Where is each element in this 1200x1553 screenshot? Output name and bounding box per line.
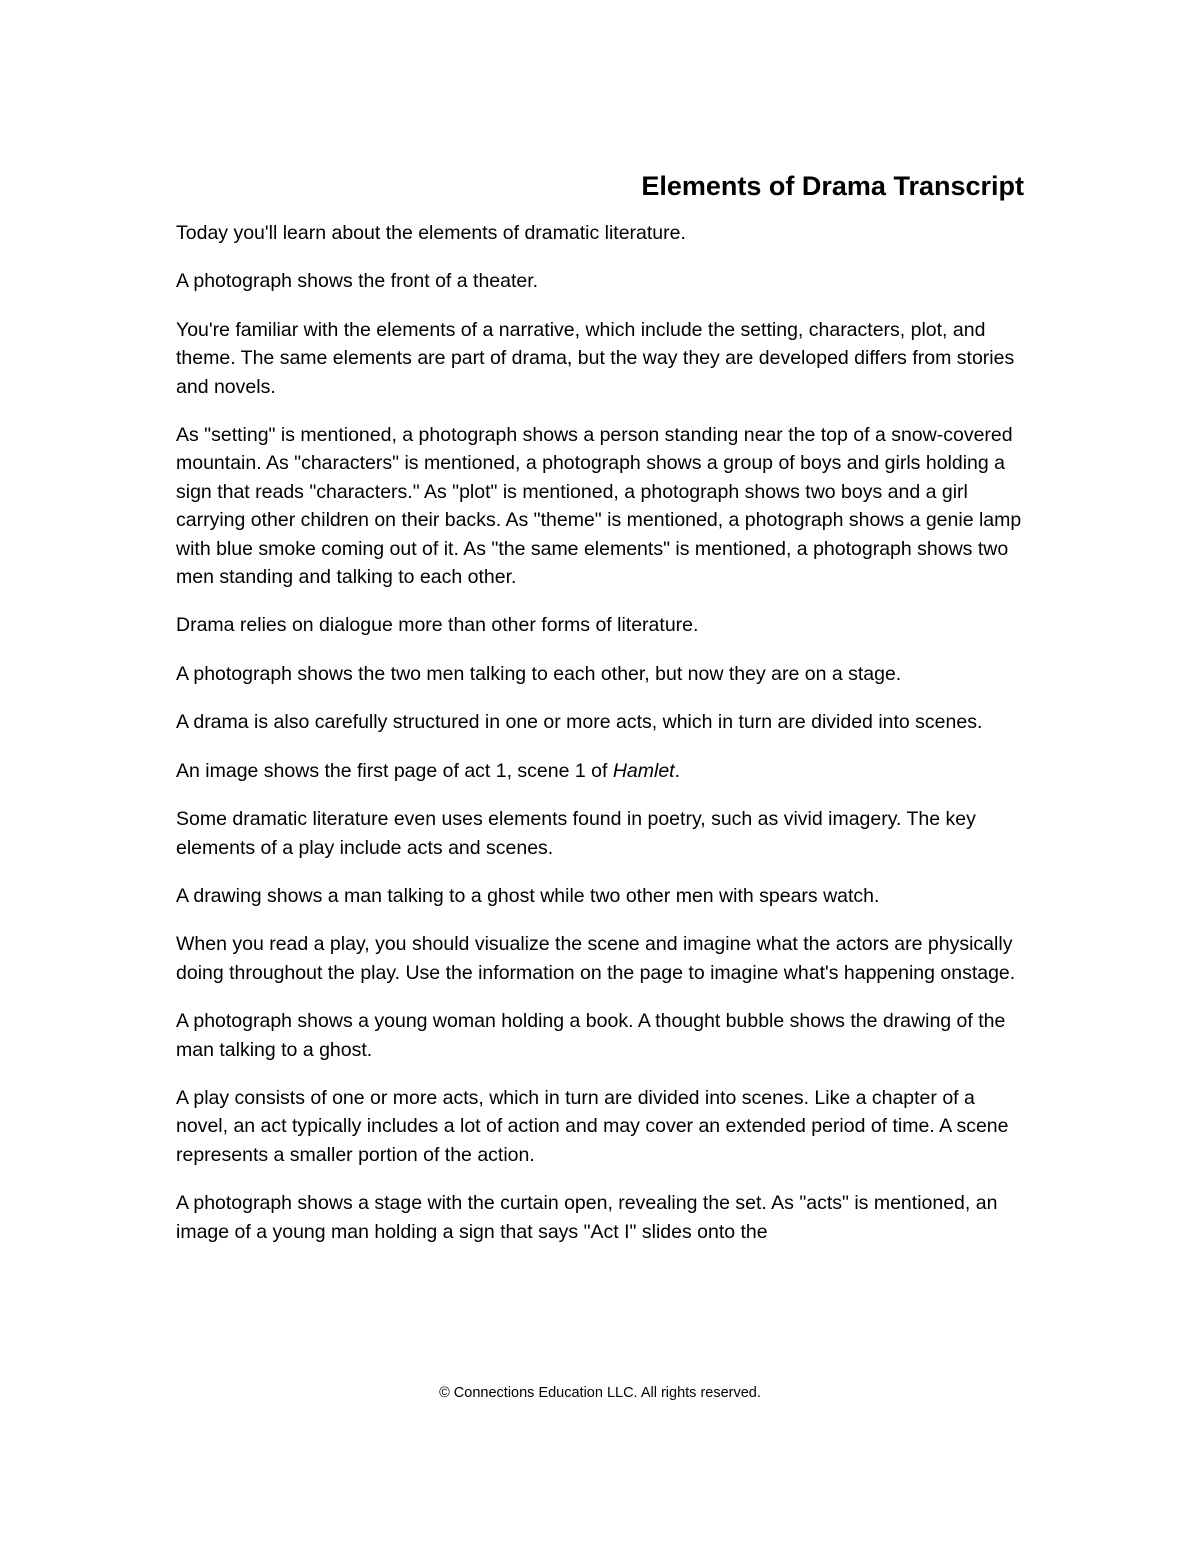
paragraph: A drama is also carefully structured in one or more acts, which in turn are divided into scenes. [176, 711, 983, 734]
paragraph: Today you'll learn about the elements of dramatic literature. [176, 222, 686, 244]
paragraph: A drawing shows a man talking to a ghost while two other men with spears watch. [176, 884, 880, 907]
paragraph-text: An image shows the first page of act 1, scene 1 of [176, 759, 613, 782]
page-title: Elements of Drama Transcript [641, 171, 1024, 201]
paragraph: You're familiar with the elements of a narrative, which include the setting, characters, plot, and theme. The same elements are part of drama, but the way they are developed differs from stories and novels. [176, 318, 1015, 398]
paragraph: A photograph shows a young woman holding a book. A thought bubble shows the drawing of the man talking to a ghost. [176, 1010, 1006, 1061]
paragraph: When you read a play, you should visualize the scene and imagine what the actors are physically doing throughout the play. Use the information on the page to imagine what's happening onstage. [176, 933, 1016, 984]
paragraph: A play consists of one or more acts, which in turn are divided into scenes. Like a chapter of a novel, an act typically includes a lot of action and may cover an extended period of time. A scene represents a smaller portion of the action. [176, 1086, 1009, 1166]
paragraph: A photograph shows the two men talking to each other, but now they are on a stage. [176, 662, 902, 685]
transcript-body [176, 219, 1026, 1266]
paragraph: As "setting" is mentioned, a photograph shows a person standing near the top of a snow-covered mountain. As "characters" is mentioned, a photograph shows a group of boys and girls holding a sign that reads "characters." As "plot" is mentioned, a photograph shows two boys and a girl carrying other children on their backs. As "theme" is mentioned, a photograph shows a genie lamp with blue smoke coming out of it. As "the same elements" is mentioned, a photograph shows two men standing and talking to each other. [176, 424, 1022, 589]
paragraph: Some dramatic literature even uses elements found in poetry, such as vivid imagery. The key elements of a play include acts and scenes. [176, 808, 976, 859]
paragraph: A photograph shows the front of a theater. [176, 270, 539, 293]
paragraph: Drama relies on dialogue more than other forms of literature. [176, 614, 699, 637]
paragraph: A photograph shows a stage with the curtain open, revealing the set. As "acts" is mentioned, an image of a young man holding a sign that says "Act I" slides onto the [176, 1192, 998, 1243]
paragraph-hamlet [176, 757, 1026, 785]
paragraph-text: . [674, 759, 681, 782]
copyright-footer: © Connections Education LLC. All rights reserved. [439, 1385, 761, 1401]
play-title-hamlet: Hamlet [612, 759, 675, 782]
